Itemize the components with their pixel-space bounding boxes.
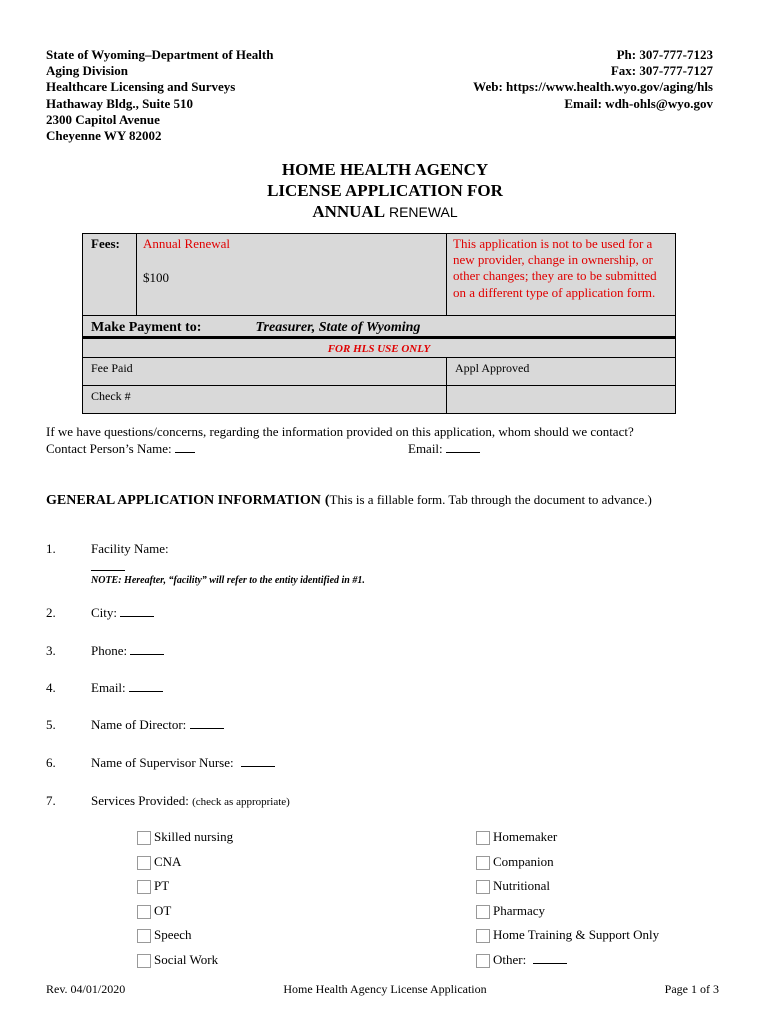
supervisor-input[interactable] bbox=[241, 766, 275, 767]
contact-email-input[interactable] bbox=[446, 452, 480, 453]
appl-approved-label: Appl Approved bbox=[455, 361, 530, 375]
service-label: Pharmacy bbox=[493, 903, 545, 918]
payment-row bbox=[83, 316, 676, 338]
facility-name-label: Facility Name: bbox=[91, 541, 169, 556]
fax-line: Fax: 307-777-7127 bbox=[610, 63, 713, 79]
check-empty-cell bbox=[447, 386, 676, 414]
contact-question: If we have questions/concerns, regarding the information provided on this application, whom should we contact? bbox=[46, 424, 634, 439]
service-pharmacy[interactable] bbox=[476, 903, 545, 919]
service-label: CNA bbox=[154, 854, 182, 869]
facility-name-input[interactable] bbox=[91, 560, 125, 571]
question-number: 6. bbox=[46, 755, 56, 770]
service-label: Nutritional bbox=[493, 878, 551, 893]
payment-label: Make Payment to: bbox=[91, 320, 202, 335]
address-line: Aging Division bbox=[46, 63, 128, 79]
section-heading-paren: ( bbox=[324, 493, 330, 508]
hls-use-label: FOR HLS USE ONLY bbox=[327, 343, 431, 355]
services-label: Services Provided: bbox=[91, 793, 189, 808]
city-input[interactable] bbox=[120, 616, 154, 617]
email-input[interactable] bbox=[129, 691, 163, 692]
fee-amount: $100 bbox=[143, 270, 169, 285]
service-skilled-nursing[interactable] bbox=[137, 829, 233, 845]
question-number: 7. bbox=[46, 793, 56, 808]
service-label: Companion bbox=[493, 854, 554, 869]
contact-email-row bbox=[408, 441, 480, 457]
question-number: 4. bbox=[46, 680, 56, 695]
phone-label: Phone: bbox=[91, 643, 128, 658]
payment-to: Treasurer, State of Wyoming bbox=[255, 319, 421, 335]
checkbox[interactable] bbox=[476, 856, 490, 870]
phone-row bbox=[91, 643, 164, 659]
fee-paid-cell bbox=[83, 358, 447, 386]
service-social-work[interactable] bbox=[137, 952, 218, 968]
contact-name-row bbox=[46, 441, 195, 457]
city-row bbox=[91, 605, 154, 621]
section-heading-note: This is a fillable form. Tab through the document to advance.) bbox=[329, 492, 652, 507]
checkbox[interactable] bbox=[137, 856, 151, 870]
director-input[interactable] bbox=[190, 728, 224, 729]
checkbox[interactable] bbox=[137, 954, 151, 968]
address-line: Healthcare Licensing and Surveys bbox=[46, 79, 236, 95]
checkbox[interactable] bbox=[476, 880, 490, 894]
service-pt[interactable] bbox=[137, 878, 169, 894]
fees-label-cell bbox=[83, 234, 137, 316]
fees-amount-cell bbox=[137, 234, 447, 316]
fees-table bbox=[82, 233, 676, 414]
checkbox[interactable] bbox=[137, 880, 151, 894]
section-heading-title: GENERAL APPLICATION INFORMATION bbox=[46, 493, 321, 508]
agency-address bbox=[46, 47, 273, 144]
checkbox[interactable] bbox=[137, 929, 151, 943]
check-cell bbox=[83, 386, 447, 414]
services-row bbox=[91, 793, 290, 809]
question-number: 3. bbox=[46, 643, 56, 658]
web-line: Web: https://www.health.wyo.gov/aging/hls bbox=[473, 79, 713, 95]
contact-name-label: Contact Person’s Name: bbox=[46, 441, 172, 456]
email-line: Email: wdh-ohls@wyo.gov bbox=[564, 95, 713, 111]
agency-contact bbox=[473, 47, 713, 112]
supervisor-label: Name of Supervisor Nurse: bbox=[91, 755, 234, 770]
question-number: 5. bbox=[46, 717, 56, 732]
document-title bbox=[0, 159, 770, 223]
director-label: Name of Director: bbox=[91, 717, 187, 732]
fees-label: Fees: bbox=[91, 236, 120, 251]
question-number: 1. bbox=[46, 541, 56, 556]
title-renewal: RENEWAL bbox=[385, 204, 458, 220]
contact-name-input[interactable] bbox=[175, 452, 195, 453]
facility-note: NOTE: Hereafter, “facility” will refer to the entity identified in #1. bbox=[91, 575, 365, 586]
service-homemaker[interactable] bbox=[476, 829, 557, 845]
title-annual: ANNUAL bbox=[312, 202, 386, 221]
notice-text: This application is not to be used for a new provider, change in ownership, or other changes; they are to be submitted on a different type of application form. bbox=[453, 236, 657, 300]
city-label: City: bbox=[91, 605, 118, 620]
checkbox[interactable] bbox=[476, 954, 490, 968]
notice-cell bbox=[447, 234, 676, 316]
service-label: Speech bbox=[154, 927, 192, 942]
revision-date: Rev. 04/01/2020 bbox=[46, 982, 126, 996]
checkbox[interactable] bbox=[476, 831, 490, 845]
supervisor-row bbox=[91, 755, 275, 771]
section-heading bbox=[46, 491, 652, 509]
checkbox[interactable] bbox=[137, 831, 151, 845]
contact-email-label: Email: bbox=[408, 441, 443, 456]
service-home-training[interactable] bbox=[476, 927, 659, 943]
renewal-label: Annual Renewal bbox=[143, 236, 231, 251]
checkbox[interactable] bbox=[476, 929, 490, 943]
checkbox[interactable] bbox=[476, 905, 490, 919]
phone-line: Ph: 307-777-7123 bbox=[616, 47, 713, 62]
service-other[interactable] bbox=[476, 952, 567, 968]
service-label: OT bbox=[154, 903, 172, 918]
service-ot[interactable] bbox=[137, 903, 171, 919]
footer-title: Home Health Agency License Application bbox=[283, 982, 487, 996]
title-line-3 bbox=[0, 201, 770, 223]
address-line: State of Wyoming–Department of Health bbox=[46, 47, 274, 62]
email-row bbox=[91, 680, 163, 696]
service-nutritional[interactable] bbox=[476, 878, 550, 894]
fee-paid-label: Fee Paid bbox=[91, 361, 133, 375]
other-input[interactable] bbox=[533, 963, 567, 964]
service-label: Social Work bbox=[154, 952, 219, 967]
address-line: Cheyenne WY 82002 bbox=[46, 128, 162, 144]
check-label: Check # bbox=[91, 389, 131, 403]
service-label: Other: bbox=[493, 952, 527, 967]
page-number: Page 1 of 3 bbox=[664, 982, 719, 996]
email-label: Email: bbox=[91, 680, 126, 695]
service-label: PT bbox=[154, 878, 170, 893]
title-line-2: LICENSE APPLICATION FOR bbox=[267, 181, 503, 200]
services-note: (check as appropriate) bbox=[192, 796, 290, 808]
question-number: 2. bbox=[46, 605, 56, 620]
service-label: Skilled nursing bbox=[154, 829, 234, 844]
hls-use-row bbox=[83, 338, 676, 358]
service-companion[interactable] bbox=[476, 854, 554, 870]
title-line-1: HOME HEALTH AGENCY bbox=[281, 160, 489, 179]
appl-approved-cell bbox=[447, 358, 676, 386]
service-cna[interactable] bbox=[137, 854, 181, 870]
service-label: Homemaker bbox=[493, 829, 558, 844]
address-line: Hathaway Bldg., Suite 510 bbox=[46, 95, 193, 111]
address-line: 2300 Capitol Avenue bbox=[46, 111, 160, 127]
service-label: Home Training & Support Only bbox=[493, 927, 660, 942]
director-row bbox=[91, 717, 224, 733]
checkbox[interactable] bbox=[137, 905, 151, 919]
phone-input[interactable] bbox=[130, 654, 164, 655]
service-speech[interactable] bbox=[137, 927, 192, 943]
